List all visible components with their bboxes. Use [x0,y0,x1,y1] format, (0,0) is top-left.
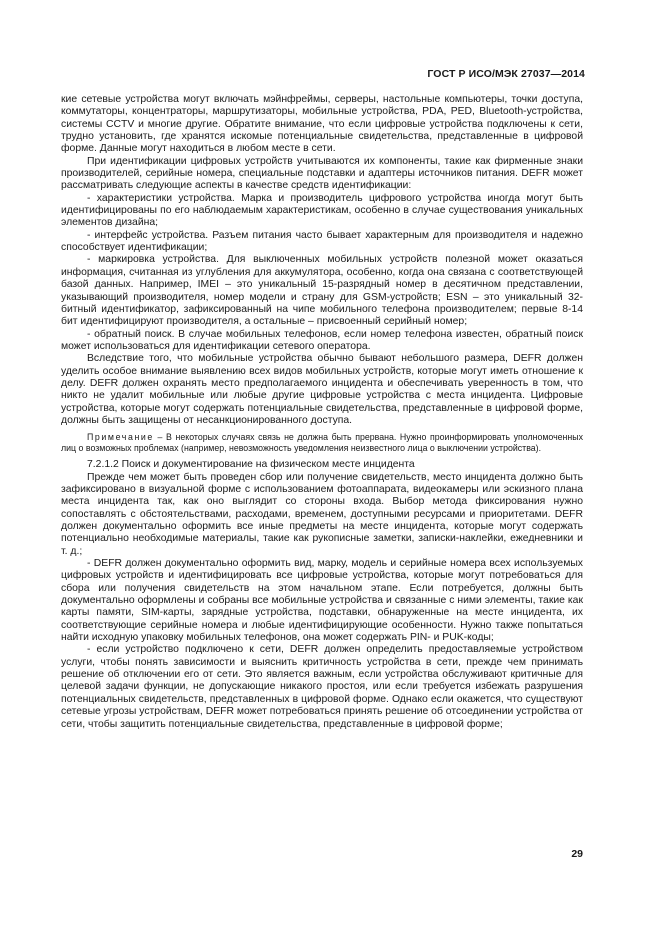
paragraph-mobile-devices: Вследствие того, что мобильные устройства обычно бывают небольшого размера, DEFR должен уделить особое внимание выявлению всех видов мобильных устройств, которые могут иметь отношение к делу. DEFR должен охранять место предполагаемого инцидента и обеспечивать уверенность в том, что никто не удалит мобильные или любые другие цифровые устройства с места инцидента. Цифровые устройства, которые могут содержать потенциальные свидетельства, представленные в цифровой форме, должны быть защищены от несанкционированного доступа. [61,353,583,426]
note-text: – В некоторых случаях связь не должна быть прервана. Нужно проинформировать уполномоченных лиц о возможных проблемах (например, невозможность уведомления неизвестного лица о выключении устройства). [61,432,583,454]
paragraph-identification: При идентификации цифровых устройств учитываются их компоненты, такие как фирменные знаки производителей, серийные номера, специальные подставки и адаптеры источников питания. DEFR может рассматривать следующие аспекты в качестве средств идентификации: [61,155,583,192]
section-heading: 7.2.1.2 Поиск и документирование на физическом месте инцидента [87,459,415,471]
list-item-network-device: - если устройство подключено к сети, DEFR должен определить предоставляемые устройством услуги, чтобы понять зависимости и выяснить критичность устройства в сети, прежде чем принимать решение об отключении его от сети. Это является важным, если устройства обслуживают критичные для целевой задачи функции, не допускающие никакого простоя, или если требуется избежать разрушения потенциальных свидетельств, представленных в цифровой форме. Однако если окажется, что существуют сетевые угрозы устройствам, DEFR может потребоваться принять решение об отсоединении устройства от сети, чтобы защитить потенциальные свидетельства, представленные в цифровой форме; [61,644,583,730]
note [61,432,583,454]
list-item-characteristics: - характеристики устройства. Марка и производитель цифрового устройства иногда могут быть идентифицированы по его наблюдаемым характеристикам, особенно в случае существования уникальных элементов дизайна; [61,192,583,229]
list-item-document-devices: - DEFR должен документально оформить вид, марку, модель и серийные номера всех используемых цифровых устройств и идентифицировать все цифровые устройства, которые могут потребоваться для сбора или получения свидетельств на этом начальном этапе. Если потребуется, должны быть документально оформлены и собраны все мобильные устройства и связанные с ними элементы, такие как карты памяти, SIM-карты, зарядные устройства, подставки, обнаруженные на месте инцидента, их соответствующие серийные номера и любые идентифицирующие особенности. Нужно также попытаться найти исходную упаковку мобильных телефонов, она может содержать PIN- и PUK-коды; [61,558,583,644]
paragraph-continuation: кие сетевые устройства могут включать мэйнфреймы, серверы, настольные компьютеры, точки доступа, коммутаторы, концентраторы, маршрутизаторы, мобильные устройства, PDA, PED, Bluetooth-устройства, системы CCTV и многие другие. Обратите внимание, что если цифровые устройства подключены к сети, трудно установить, где хранятся искомые потенциальные свидетельства, представленные в цифровой форме. Данные могут находиться в любом месте в сети. [61,94,583,155]
note-label: Примечание [87,432,154,443]
list-item-reverse-search: - обратный поиск. В случае мобильных телефонов, если номер телефона известен, обратный поиск может использоваться для идентификации сетевого оператора. [61,328,583,352]
document-body [61,94,583,731]
list-item-interface: - интерфейс устройства. Разъем питания часто бывает характерным для производителя и надежно способствует идентификации; [61,229,583,254]
list-item-marking: - маркировка устройства. Для выключенных мобильных устройств полезной может оказаться информация, считанная из углубления для аккумулятора, особенно, когда она связана с соответствующей базой данных. Например, IMEI – это уникальный 15-разрядный номер в десятичном представлении, указывающий производителя, номер модели и страну для GSM-устройств; ESN – это уникальный 32-битный идентификатор, зафиксированный на чипе мобильного телефона производителем; первые 8-14 бит идентифицируют производителя, а остальные – присвоенный серийный номер; [61,254,583,328]
page-number: 29 [571,848,583,860]
standard-header: ГОСТ Р ИСО/МЭК 27037—2014 [427,68,585,80]
paragraph-scene-recording: Прежде чем может быть проведен сбор или получение свидетельств, место инцидента должно быть зафиксировано в визуальной форме с использованием фотоаппарата, видеокамеры или эскизного плана места инцидента так, как оно выглядит со стороны входа. Выбор метода фиксирования нужно сопоставлять с обстоятельствами, расходами, временем, доступными ресурсами и приоритетами. DEFR должен документально оформить все иные предметы на месте инцидента, которые могут содержать потенциально необходимые материалы, такие как рукописные заметки, записки-наклейки, ежедневники и т. д.; [61,471,583,557]
